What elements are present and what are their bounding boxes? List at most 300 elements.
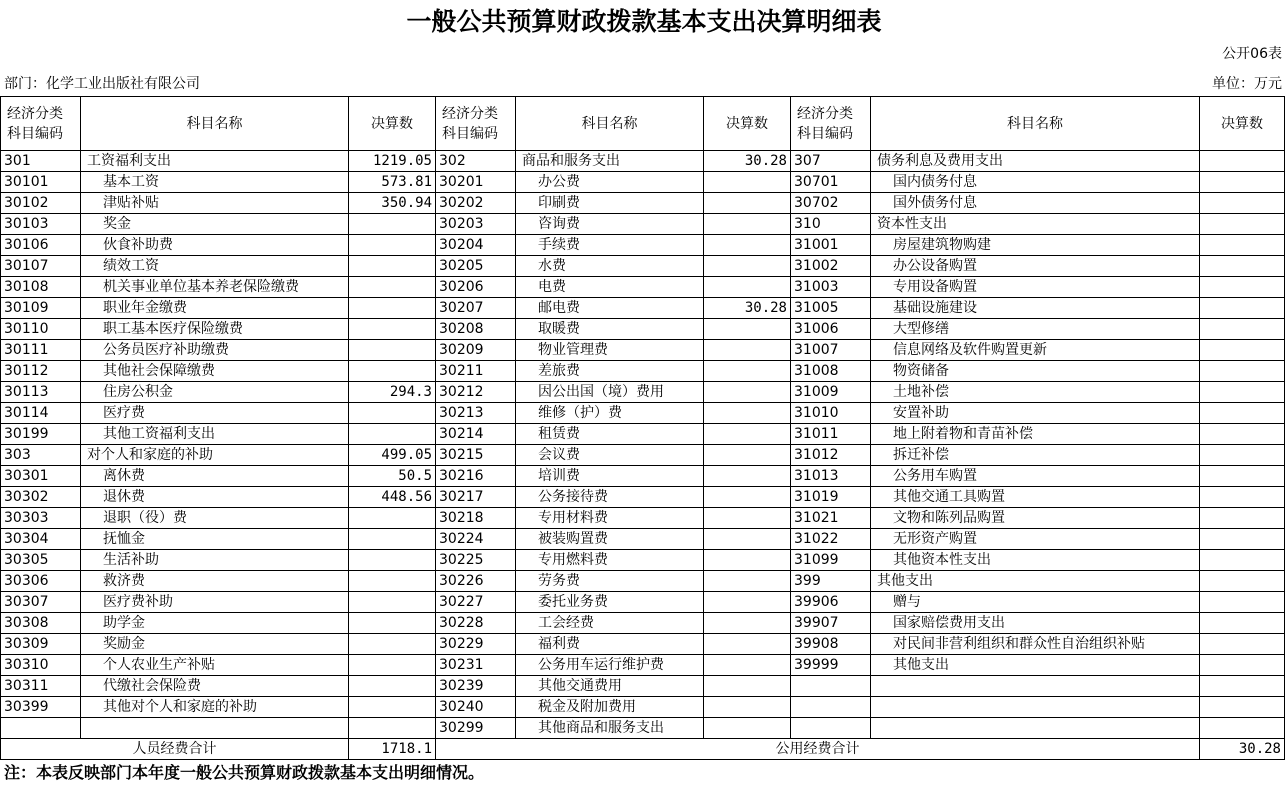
name-cell-3: 国内债务付息 [871, 172, 1200, 193]
table-row [1, 235, 1285, 256]
table-row [1, 529, 1285, 550]
amount-cell-1 [349, 529, 436, 550]
amount-cell-3 [1200, 487, 1285, 508]
code-cell-3: 31007 [791, 340, 871, 361]
name-cell-1: 其他工资福利支出 [81, 424, 349, 445]
table-row [1, 613, 1285, 634]
personnel-total-label: 人员经费合计 [1, 739, 349, 760]
code-cell-1: 30108 [1, 277, 81, 298]
code-cell-1: 30311 [1, 676, 81, 697]
code-cell-3: 31008 [791, 361, 871, 382]
code-cell-3: 30702 [791, 193, 871, 214]
amount-cell-3 [1200, 361, 1285, 382]
table-row [1, 172, 1285, 193]
header-name-1: 科目名称 [81, 97, 349, 151]
code-cell-1: 30307 [1, 592, 81, 613]
amount-cell-2 [704, 508, 791, 529]
amount-cell-1: 1219.05 [349, 151, 436, 172]
name-cell-2: 因公出国（境）费用 [516, 382, 704, 403]
code-cell-1: 30303 [1, 508, 81, 529]
code-cell-3: 39908 [791, 634, 871, 655]
amount-cell-3 [1200, 571, 1285, 592]
name-cell-1: 其他社会保障缴费 [81, 361, 349, 382]
amount-cell-3 [1200, 277, 1285, 298]
name-cell-1: 伙食补助费 [81, 235, 349, 256]
amount-cell-1 [349, 676, 436, 697]
amount-cell-3 [1200, 529, 1285, 550]
name-cell-2: 商品和服务支出 [516, 151, 704, 172]
name-cell-1: 离休费 [81, 466, 349, 487]
amount-cell-1 [349, 634, 436, 655]
code-cell-2: 30213 [436, 403, 516, 424]
code-cell-2: 30299 [436, 718, 516, 739]
name-cell-1: 公务员医疗补助缴费 [81, 340, 349, 361]
code-cell-2: 30207 [436, 298, 516, 319]
amount-cell-3 [1200, 151, 1285, 172]
table-row [1, 676, 1285, 697]
code-cell-3: 31009 [791, 382, 871, 403]
table-row [1, 655, 1285, 676]
code-cell-3: 31001 [791, 235, 871, 256]
name-cell-2: 租赁费 [516, 424, 704, 445]
amount-cell-1 [349, 550, 436, 571]
amount-cell-3 [1200, 508, 1285, 529]
table-row [1, 382, 1285, 403]
name-cell-2: 取暖费 [516, 319, 704, 340]
amount-cell-3 [1200, 655, 1285, 676]
code-cell-2: 30201 [436, 172, 516, 193]
name-cell-2: 印刷费 [516, 193, 704, 214]
table-row [1, 634, 1285, 655]
amount-cell-3 [1200, 697, 1285, 718]
code-cell-1: 30114 [1, 403, 81, 424]
code-cell-3: 39907 [791, 613, 871, 634]
code-cell-1: 303 [1, 445, 81, 466]
code-cell-1: 30107 [1, 256, 81, 277]
code-cell-2: 30204 [436, 235, 516, 256]
name-cell-1: 退职（役）费 [81, 508, 349, 529]
amount-cell-3 [1200, 235, 1285, 256]
header-code-1: 经济分类 科目编码 [1, 97, 81, 151]
amount-cell-2 [704, 340, 791, 361]
name-cell-3: 基础设施建设 [871, 298, 1200, 319]
amount-cell-2 [704, 235, 791, 256]
amount-cell-2 [704, 193, 791, 214]
code-cell-2: 30211 [436, 361, 516, 382]
amount-cell-2 [704, 550, 791, 571]
name-cell-2: 专用材料费 [516, 508, 704, 529]
name-cell-2: 办公费 [516, 172, 704, 193]
code-cell-2: 30227 [436, 592, 516, 613]
name-cell-3 [871, 697, 1200, 718]
name-cell-3: 地上附着物和青苗补偿 [871, 424, 1200, 445]
amount-cell-1: 50.5 [349, 466, 436, 487]
table-row [1, 697, 1285, 718]
code-cell-2: 30202 [436, 193, 516, 214]
name-cell-2: 会议费 [516, 445, 704, 466]
code-cell-2: 30217 [436, 487, 516, 508]
footnote: 注：本表反映部门本年度一般公共预算财政拨款基本支出明细情况。 [4, 763, 485, 782]
amount-cell-2 [704, 571, 791, 592]
amount-cell-2 [704, 529, 791, 550]
name-cell-1: 生活补助 [81, 550, 349, 571]
page-title: 一般公共预算财政拨款基本支出决算明细表 [406, 7, 882, 36]
name-cell-1: 职工基本医疗保险缴费 [81, 319, 349, 340]
code-cell-1: 30310 [1, 655, 81, 676]
name-cell-2: 公务接待费 [516, 487, 704, 508]
amount-cell-1 [349, 403, 436, 424]
amount-cell-2 [704, 445, 791, 466]
code-cell-3: 31022 [791, 529, 871, 550]
amount-cell-2 [704, 214, 791, 235]
name-cell-2: 专用燃料费 [516, 550, 704, 571]
amount-cell-2 [704, 613, 791, 634]
name-cell-2: 劳务费 [516, 571, 704, 592]
public-total-label: 公用经费合计 [436, 739, 1200, 760]
code-cell-3: 39906 [791, 592, 871, 613]
code-cell-3: 31010 [791, 403, 871, 424]
code-cell-3: 31006 [791, 319, 871, 340]
name-cell-3: 拆迁补偿 [871, 445, 1200, 466]
name-cell-1: 对个人和家庭的补助 [81, 445, 349, 466]
table-row [1, 550, 1285, 571]
table-row [1, 298, 1285, 319]
name-cell-1: 机关事业单位基本养老保险缴费 [81, 277, 349, 298]
code-cell-3: 31021 [791, 508, 871, 529]
table-row [1, 445, 1285, 466]
name-cell-3: 无形资产购置 [871, 529, 1200, 550]
name-cell-2: 其他商品和服务支出 [516, 718, 704, 739]
amount-cell-3 [1200, 466, 1285, 487]
code-cell-3: 39999 [791, 655, 871, 676]
table-row [1, 466, 1285, 487]
name-cell-3: 物资储备 [871, 361, 1200, 382]
department-label: 部门：化学工业出版社有限公司 [4, 76, 200, 92]
code-cell-3: 307 [791, 151, 871, 172]
amount-cell-3 [1200, 298, 1285, 319]
code-cell-2: 30225 [436, 550, 516, 571]
code-cell-2: 30215 [436, 445, 516, 466]
amount-cell-2 [704, 676, 791, 697]
amount-cell-1 [349, 424, 436, 445]
name-cell-1: 基本工资 [81, 172, 349, 193]
code-cell-3: 31011 [791, 424, 871, 445]
code-cell-2: 30214 [436, 424, 516, 445]
amount-cell-2 [704, 256, 791, 277]
name-cell-2: 培训费 [516, 466, 704, 487]
amount-cell-3 [1200, 403, 1285, 424]
amount-cell-2 [704, 697, 791, 718]
table-row [1, 403, 1285, 424]
code-cell-3: 31003 [791, 277, 871, 298]
amount-cell-3 [1200, 676, 1285, 697]
amount-cell-3 [1200, 172, 1285, 193]
amount-cell-3 [1200, 445, 1285, 466]
name-cell-2: 电费 [516, 277, 704, 298]
name-cell-1: 其他对个人和家庭的补助 [81, 697, 349, 718]
code-cell-1: 30113 [1, 382, 81, 403]
amount-cell-1 [349, 571, 436, 592]
code-cell-3 [791, 718, 871, 739]
code-cell-2: 30209 [436, 340, 516, 361]
header-row [1, 97, 1285, 151]
name-cell-3: 其他交通工具购置 [871, 487, 1200, 508]
header-name-2: 科目名称 [516, 97, 704, 151]
code-cell-3 [791, 697, 871, 718]
code-cell-2: 30212 [436, 382, 516, 403]
name-cell-3: 其他支出 [871, 655, 1200, 676]
code-cell-3: 310 [791, 214, 871, 235]
table-row [1, 340, 1285, 361]
header-amount-1: 决算数 [349, 97, 436, 151]
amount-cell-3 [1200, 214, 1285, 235]
code-cell-2: 30239 [436, 676, 516, 697]
name-cell-1: 绩效工资 [81, 256, 349, 277]
amount-cell-1: 294.3 [349, 382, 436, 403]
code-cell-1: 30106 [1, 235, 81, 256]
code-cell-2: 30229 [436, 634, 516, 655]
code-cell-2: 302 [436, 151, 516, 172]
name-cell-3 [871, 676, 1200, 697]
code-cell-2: 30226 [436, 571, 516, 592]
table-row [1, 571, 1285, 592]
code-cell-2: 30203 [436, 214, 516, 235]
code-cell-1: 30109 [1, 298, 81, 319]
name-cell-2: 福利费 [516, 634, 704, 655]
name-cell-3: 国外债务付息 [871, 193, 1200, 214]
amount-cell-1: 499.05 [349, 445, 436, 466]
form-number: 公开06表 [1222, 46, 1282, 62]
header-name-3: 科目名称 [871, 97, 1200, 151]
code-cell-3: 30701 [791, 172, 871, 193]
code-cell-1: 30399 [1, 697, 81, 718]
code-cell-3: 31013 [791, 466, 871, 487]
name-cell-3: 文物和陈列品购置 [871, 508, 1200, 529]
amount-cell-2 [704, 382, 791, 403]
name-cell-1: 个人农业生产补贴 [81, 655, 349, 676]
amount-cell-3 [1200, 634, 1285, 655]
name-cell-2: 邮电费 [516, 298, 704, 319]
code-cell-3: 399 [791, 571, 871, 592]
name-cell-3: 资本性支出 [871, 214, 1200, 235]
name-cell-2: 工会经费 [516, 613, 704, 634]
name-cell-2: 维修（护）费 [516, 403, 704, 424]
code-cell-3 [791, 676, 871, 697]
amount-cell-1 [349, 298, 436, 319]
code-cell-2: 30208 [436, 319, 516, 340]
table-row [1, 592, 1285, 613]
name-cell-3: 办公设备购置 [871, 256, 1200, 277]
code-cell-1: 30112 [1, 361, 81, 382]
code-cell-1: 30309 [1, 634, 81, 655]
code-cell-2: 30206 [436, 277, 516, 298]
amount-cell-2 [704, 718, 791, 739]
unit-label: 单位：万元 [1212, 76, 1282, 92]
amount-cell-2 [704, 403, 791, 424]
code-cell-2: 30231 [436, 655, 516, 676]
name-cell-3: 国家赔偿费用支出 [871, 613, 1200, 634]
amount-cell-2: 30.28 [704, 151, 791, 172]
name-cell-3: 公务用车购置 [871, 466, 1200, 487]
table-row [1, 151, 1285, 172]
amount-cell-2 [704, 634, 791, 655]
amount-cell-3 [1200, 319, 1285, 340]
code-cell-1: 30102 [1, 193, 81, 214]
name-cell-2: 咨询费 [516, 214, 704, 235]
amount-cell-2: 30.28 [704, 298, 791, 319]
code-cell-1: 30308 [1, 613, 81, 634]
amount-cell-1: 448.56 [349, 487, 436, 508]
table-row [1, 487, 1285, 508]
name-cell-2: 委托业务费 [516, 592, 704, 613]
code-cell-3: 31005 [791, 298, 871, 319]
table-row [1, 319, 1285, 340]
header-amount-2: 决算数 [704, 97, 791, 151]
name-cell-3: 专用设备购置 [871, 277, 1200, 298]
amount-cell-2 [704, 361, 791, 382]
table-body [1, 151, 1285, 739]
code-cell-1: 30101 [1, 172, 81, 193]
amount-cell-3 [1200, 592, 1285, 613]
expenditure-table [0, 96, 1285, 760]
totals-row [1, 739, 1285, 760]
amount-cell-2 [704, 424, 791, 445]
name-cell-2: 税金及附加费用 [516, 697, 704, 718]
name-cell-3: 房屋建筑物购建 [871, 235, 1200, 256]
table-row [1, 277, 1285, 298]
name-cell-1: 医疗费补助 [81, 592, 349, 613]
amount-cell-1 [349, 277, 436, 298]
name-cell-2: 水费 [516, 256, 704, 277]
amount-cell-3 [1200, 340, 1285, 361]
name-cell-2: 公务用车运行维护费 [516, 655, 704, 676]
code-cell-3: 31019 [791, 487, 871, 508]
name-cell-1: 救济费 [81, 571, 349, 592]
amount-cell-3 [1200, 550, 1285, 571]
table-row [1, 193, 1285, 214]
personnel-total-value: 1718.1 [349, 739, 436, 760]
amount-cell-1 [349, 361, 436, 382]
name-cell-3 [871, 718, 1200, 739]
amount-cell-1 [349, 319, 436, 340]
name-cell-3: 土地补偿 [871, 382, 1200, 403]
name-cell-3: 信息网络及软件购置更新 [871, 340, 1200, 361]
code-cell-1: 30302 [1, 487, 81, 508]
table-row [1, 718, 1285, 739]
name-cell-1: 奖励金 [81, 634, 349, 655]
name-cell-1: 职业年金缴费 [81, 298, 349, 319]
amount-cell-3 [1200, 256, 1285, 277]
name-cell-2: 手续费 [516, 235, 704, 256]
amount-cell-1 [349, 655, 436, 676]
amount-cell-3 [1200, 424, 1285, 445]
code-cell-3: 31099 [791, 550, 871, 571]
code-cell-1: 30103 [1, 214, 81, 235]
name-cell-1: 助学金 [81, 613, 349, 634]
name-cell-1: 抚恤金 [81, 529, 349, 550]
name-cell-2: 其他交通费用 [516, 676, 704, 697]
amount-cell-1 [349, 340, 436, 361]
amount-cell-3 [1200, 382, 1285, 403]
amount-cell-1 [349, 613, 436, 634]
name-cell-1: 医疗费 [81, 403, 349, 424]
code-cell-2: 30205 [436, 256, 516, 277]
name-cell-1: 代缴社会保险费 [81, 676, 349, 697]
name-cell-1: 津贴补贴 [81, 193, 349, 214]
amount-cell-1 [349, 508, 436, 529]
name-cell-2: 被装购置费 [516, 529, 704, 550]
header-amount-3: 决算数 [1200, 97, 1285, 151]
code-cell-3: 31002 [791, 256, 871, 277]
name-cell-3: 安置补助 [871, 403, 1200, 424]
amount-cell-2 [704, 172, 791, 193]
name-cell-1: 工资福利支出 [81, 151, 349, 172]
code-cell-2: 30228 [436, 613, 516, 634]
name-cell-1 [81, 718, 349, 739]
name-cell-2: 差旅费 [516, 361, 704, 382]
code-cell-3: 31012 [791, 445, 871, 466]
code-cell-1 [1, 718, 81, 739]
name-cell-3: 其他支出 [871, 571, 1200, 592]
code-cell-2: 30218 [436, 508, 516, 529]
amount-cell-2 [704, 487, 791, 508]
header-code-3: 经济分类 科目编码 [791, 97, 871, 151]
amount-cell-1 [349, 214, 436, 235]
amount-cell-2 [704, 277, 791, 298]
name-cell-3: 债务利息及费用支出 [871, 151, 1200, 172]
amount-cell-1 [349, 592, 436, 613]
table-row [1, 256, 1285, 277]
name-cell-1: 退休费 [81, 487, 349, 508]
name-cell-3: 其他资本性支出 [871, 550, 1200, 571]
amount-cell-1 [349, 256, 436, 277]
amount-cell-2 [704, 466, 791, 487]
public-total-value: 30.28 [1200, 739, 1285, 760]
table-row [1, 508, 1285, 529]
amount-cell-2 [704, 655, 791, 676]
name-cell-3: 对民间非营利组织和群众性自治组织补贴 [871, 634, 1200, 655]
code-cell-1: 30305 [1, 550, 81, 571]
code-cell-2: 30240 [436, 697, 516, 718]
name-cell-1: 住房公积金 [81, 382, 349, 403]
table-row [1, 424, 1285, 445]
code-cell-1: 30199 [1, 424, 81, 445]
code-cell-1: 30111 [1, 340, 81, 361]
amount-cell-1 [349, 235, 436, 256]
name-cell-3: 赠与 [871, 592, 1200, 613]
amount-cell-2 [704, 319, 791, 340]
code-cell-1: 30304 [1, 529, 81, 550]
code-cell-2: 30216 [436, 466, 516, 487]
table-row [1, 361, 1285, 382]
name-cell-3: 大型修缮 [871, 319, 1200, 340]
code-cell-1: 30306 [1, 571, 81, 592]
amount-cell-1 [349, 697, 436, 718]
amount-cell-3 [1200, 193, 1285, 214]
code-cell-1: 30110 [1, 319, 81, 340]
code-cell-1: 301 [1, 151, 81, 172]
name-cell-1: 奖金 [81, 214, 349, 235]
amount-cell-3 [1200, 613, 1285, 634]
name-cell-2: 物业管理费 [516, 340, 704, 361]
amount-cell-3 [1200, 718, 1285, 739]
header-code-2: 经济分类 科目编码 [436, 97, 516, 151]
amount-cell-2 [704, 592, 791, 613]
code-cell-2: 30224 [436, 529, 516, 550]
amount-cell-1 [349, 718, 436, 739]
code-cell-1: 30301 [1, 466, 81, 487]
table-row [1, 214, 1285, 235]
